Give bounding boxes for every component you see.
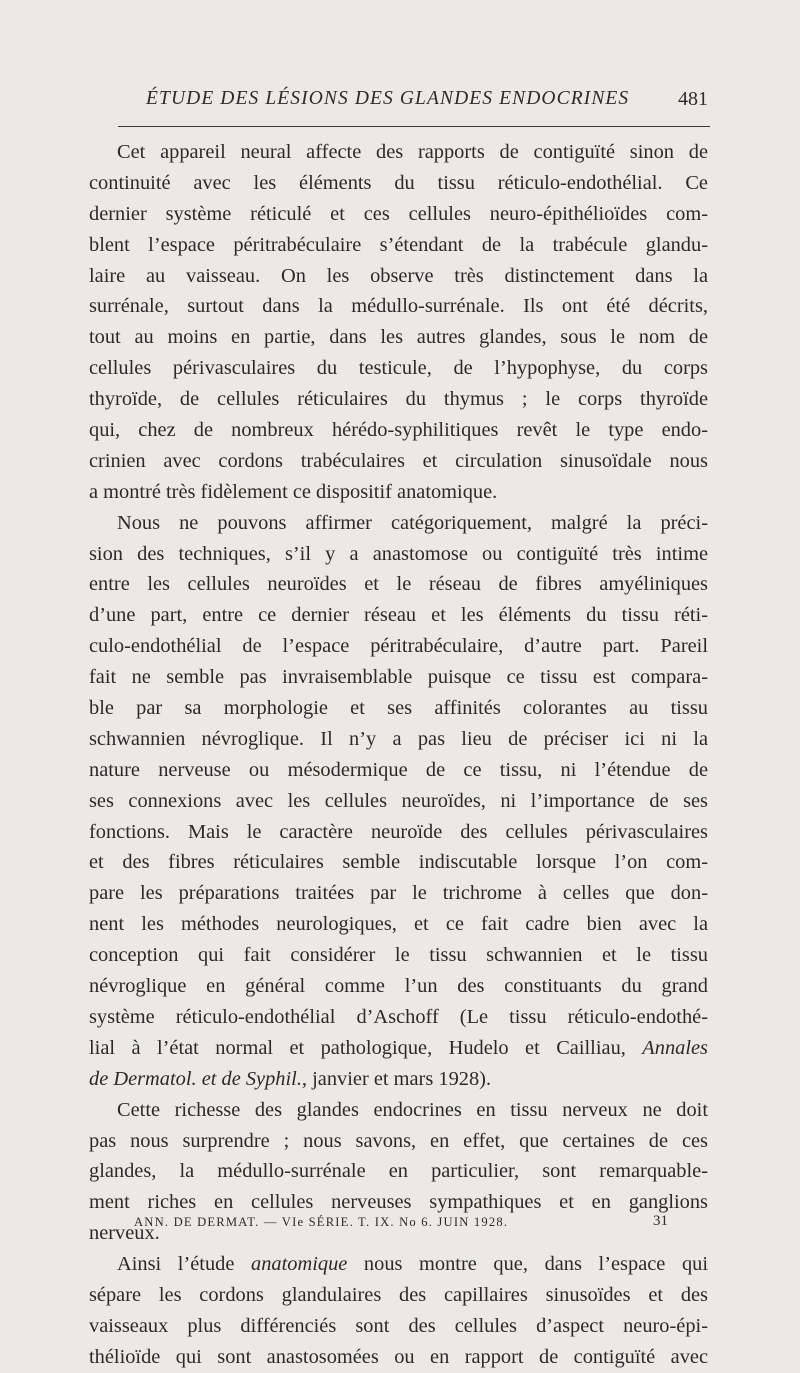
text-line: crinien avec cordons trabéculaires et circulation sinusoïdale nous bbox=[89, 449, 708, 472]
text-line: système réticulo-endothélial d’Aschoff (Le tissu réticulo-endothé- bbox=[89, 1005, 708, 1028]
running-header bbox=[118, 88, 710, 118]
italic-citation: de Dermatol. et de Syphil. bbox=[89, 1067, 302, 1090]
text-line: surrénale, surtout dans la médullo-surrénale. Ils ont été décrits, bbox=[89, 295, 708, 318]
text-line: laire au vaisseau. On les observe très distinctement dans la bbox=[89, 264, 708, 287]
text-line: culo-endothélial de l’espace péritrabéculaire, d’autre part. Pareil bbox=[89, 635, 708, 658]
text-line bbox=[89, 1033, 708, 1064]
text-line: Cette richesse des glandes endocrines en tissu nerveux ne doit bbox=[117, 1098, 708, 1121]
text-line: entre les cellules neuroïdes et le réseau de fibres amyéliniques bbox=[89, 573, 708, 596]
header-rule bbox=[118, 126, 710, 127]
text-segment: nous montre que, dans l’espace qui bbox=[347, 1253, 709, 1276]
text-line: continuité avec les éléments du tissu réticulo-endothélial. Ce bbox=[89, 171, 708, 194]
text-line bbox=[89, 1249, 708, 1280]
text-line bbox=[89, 1064, 708, 1095]
text-line: cellules périvasculaires du testicule, de l’hypophyse, du corps bbox=[89, 357, 708, 380]
text-line: nature nerveuse ou mésodermique de ce tissu, ni l’étendue de bbox=[89, 758, 708, 781]
text-line: nent les méthodes neurologiques, et ce fait cadre bien avec la bbox=[89, 913, 708, 936]
text-line: sion des techniques, s’il y a anastomose ou contiguïté très intime bbox=[89, 542, 708, 565]
paragraph-4 bbox=[89, 1249, 708, 1373]
text-line: névroglique en général comme l’un des constituants du grand bbox=[89, 975, 708, 998]
text-line: tout au moins en partie, dans les autres glandes, sous le nom de bbox=[89, 326, 708, 349]
page-footer bbox=[134, 1213, 668, 1235]
text-line: sépare les cordons glandulaires des capillaires sinusoïdes et des bbox=[89, 1283, 708, 1306]
text-line: glandes, la médullo-surrénale en particulier, sont remarquable- bbox=[89, 1160, 708, 1183]
paragraph-2 bbox=[89, 508, 708, 1095]
text-line: d’une part, entre ce dernier réseau et les éléments du tissu réti- bbox=[89, 604, 708, 627]
text-line: nerveux. bbox=[89, 1222, 160, 1245]
journal-citation: ANN. DE DERMAT. — VIe SÉRIE. T. IX. No 6. JUIN 1928. bbox=[134, 1215, 509, 1229]
text-line: schwannien névroglique. Il n’y a pas lieu de préciser ici ni la bbox=[89, 727, 708, 750]
paragraph-1 bbox=[89, 137, 708, 508]
text-line: ble par sa morphologie et ses affinités colorantes au tissu bbox=[89, 697, 708, 720]
text-line: Nous ne pouvons affirmer catégoriquement, malgré la préci- bbox=[117, 511, 708, 534]
text-line: conception qui fait considérer le tissu schwannien et le tissu bbox=[89, 944, 708, 967]
text-line: blent l’espace péritrabéculaire s’étendant de la trabécule glandu- bbox=[89, 233, 708, 256]
text-segment: , janvier et mars 1928). bbox=[301, 1067, 492, 1090]
text-segment: lial à l’état normal et pathologique, Hudelo et Cailliau, bbox=[89, 1036, 643, 1059]
text-line: qui, chez de nombreux hérédo-syphilitiques revêt le type endo- bbox=[89, 419, 708, 442]
text-line: thyroïde, de cellules réticulaires du thymus ; le corps thyroïde bbox=[89, 388, 708, 411]
running-title: ÉTUDE DES LÉSIONS DES GLANDES ENDOCRINES bbox=[146, 88, 630, 109]
text-line: pare les préparations traitées par le trichrome à celles que don- bbox=[89, 882, 708, 905]
text-line: ses connexions avec les cellules neuroïdes, ni l’importance de ses bbox=[89, 789, 708, 812]
text-line: a montré très fidèlement ce dispositif anatomique. bbox=[89, 480, 498, 503]
italic-citation: Annales bbox=[642, 1036, 708, 1059]
body-text bbox=[89, 137, 708, 1373]
signature-mark: 31 bbox=[653, 1213, 668, 1229]
text-segment: Ainsi l’étude bbox=[117, 1253, 252, 1276]
text-line: Cet appareil neural affecte des rapports de contiguïté sinon de bbox=[117, 141, 708, 163]
text-line: dernier système réticulé et ces cellules neuro-épithélioïdes com- bbox=[89, 202, 708, 225]
text-line: ment riches en cellules nerveuses sympathiques et en ganglions bbox=[89, 1191, 708, 1214]
text-line: fait ne semble pas invraisemblable puisque ce tissu est compara- bbox=[89, 666, 708, 689]
italic-word: anatomique bbox=[251, 1253, 348, 1276]
text-line: et des fibres réticulaires semble indiscutable lorsque l’on com- bbox=[89, 851, 708, 874]
text-line: thélioïde qui sont anastosomées ou en rapport de contiguïté avec bbox=[89, 1345, 708, 1368]
text-line: pas nous surprendre ; nous savons, en effet, que certaines de ces bbox=[89, 1129, 708, 1152]
page-number: 481 bbox=[678, 88, 708, 110]
text-line: fonctions. Mais le caractère neuroïde des cellules périvasculaires bbox=[89, 820, 708, 843]
text-line: vaisseaux plus différenciés sont des cellules d’aspect neuro-épi- bbox=[89, 1314, 708, 1337]
